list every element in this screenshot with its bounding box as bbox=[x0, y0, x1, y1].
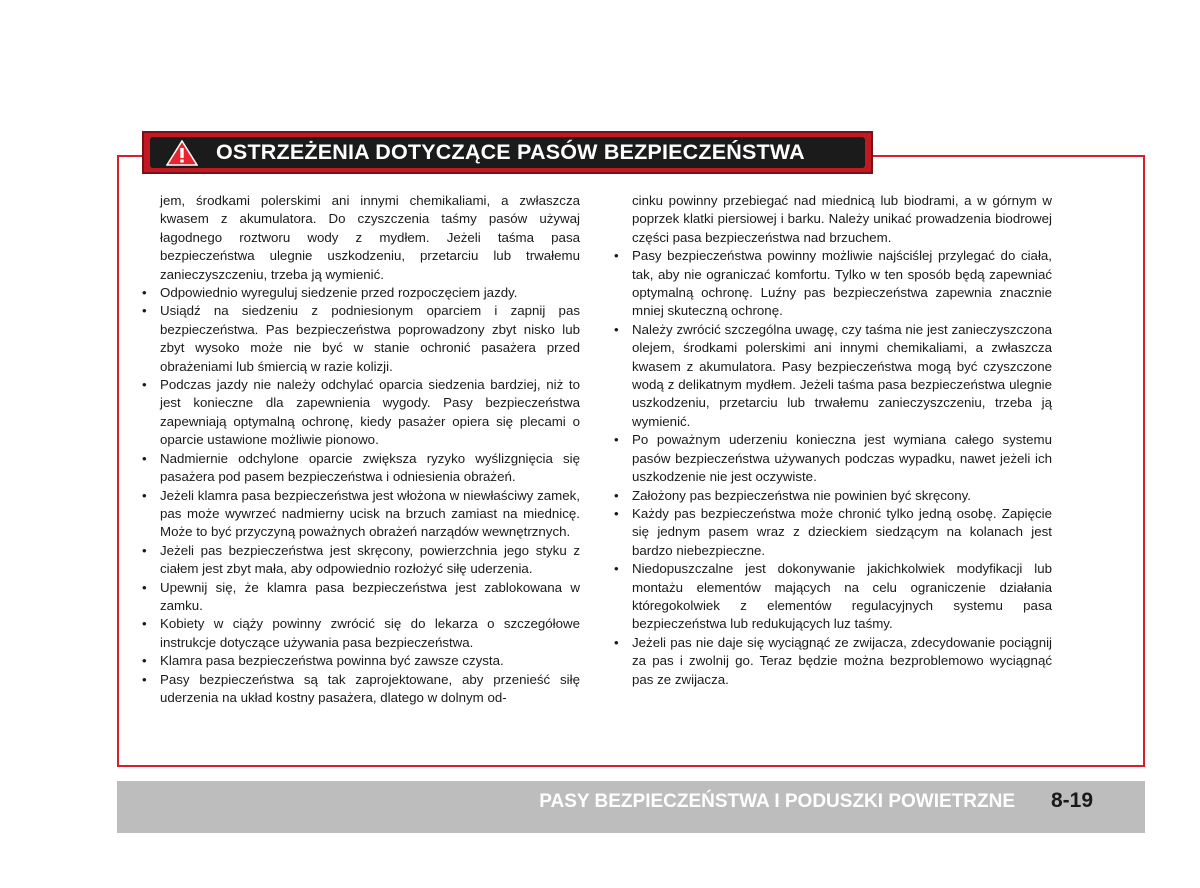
warning-title: OSTRZEŻENIA DOTYCZĄCE PASÓW BEZPIECZEŃSTWA bbox=[216, 140, 805, 164]
list-item: • Każdy pas bezpieczeństwa może chronić tylko jedną osobę. Zapięcie się jednym pasem wraz z dzieckiem siedzącym na kolanach jest bardzo niebezpieczne. bbox=[632, 505, 1052, 560]
list-item: • Założony pas bezpieczeństwa nie powinien być skręcony. bbox=[632, 487, 1052, 505]
page-number: 8-19 bbox=[1050, 789, 1093, 812]
right-bullet-list bbox=[632, 247, 1052, 689]
list-item: • Po poważnym uderzeniu konieczna jest wymiana całego systemu pasów bezpieczeństwa używanych podczas wypadku, nawet jeżeli ich uszkodzenie nie jest oczywiste. bbox=[632, 431, 1052, 486]
warning-triangle-icon bbox=[166, 140, 198, 166]
list-item: • Podczas jazdy nie należy odchylać oparcia siedzenia bardziej, niż to jest konieczne dla zapewnienia wygody. Pasy bezpieczeństwa zapewniają optymalną ochronę, kiedy pasażer opiera się plecami o oparcie ustawione możliwie pionowo. bbox=[160, 376, 580, 450]
right-column bbox=[632, 192, 1052, 689]
list-item: • Klamra pasa bezpieczeństwa powinna być zawsze czysta. bbox=[160, 652, 580, 670]
list-item: • Jeżeli klamra pasa bezpieczeństwa jest włożona w niewłaściwy zamek, pas może wywrzeć nadmierny ucisk na brzuch zamiast na miednicę. Może to być przyczyną poważnych obrażeń narządów wewnętrznych. bbox=[160, 487, 580, 542]
list-item: • Odpowiednio wyreguluj siedzenie przed rozpoczęciem jazdy. bbox=[160, 284, 580, 302]
list-item: • Jeżeli pas bezpieczeństwa jest skręcony, powierzchnia jego styku z ciałem jest zbyt mała, aby odpowiednio rozłożyć siłę uderzenia. bbox=[160, 542, 580, 579]
left-continuation-text: jem, środkami polerskimi ani innymi chemikaliami, a zwłaszcza kwasem z akumulatora. Do czyszczenia taśmy pasów używaj łagodnego roztworu wody z mydłem. Jeżeli taśma pasa bezpieczeństwa ulegnie uszkodzeniu, przetarciu lub trwałemu zanieczyszczeniu, trzeba ją wymienić. bbox=[160, 193, 580, 282]
left-bullet-list bbox=[160, 284, 580, 707]
list-item: • Upewnij się, że klamra pasa bezpieczeństwa jest zablokowana w zamku. bbox=[160, 579, 580, 616]
list-item: • Należy zwrócić szczególna uwagę, czy taśma nie jest zanieczyszczona olejem, środkami polerskimi ani innymi chemikaliami, a zwłaszcza kwasem z akumulatora. Pasy bezpieczeństwa mogą być czyszczone wodą z delikatnym mydłem. Jeżeli taśma pasa bezpieczeństwa ulegnie uszkodzeniu, przetarciu lub trwałemu zanieczyszczeniu, trzeba ją wymienić. bbox=[632, 321, 1052, 431]
footer-band bbox=[117, 781, 1145, 833]
right-continuation-text: cinku powinny przebiegać nad miednicą lub biodrami, a w górnym w poprzek klatki piersiowej i barku. Należy unikać prowadzenia biodrowej części pasa bezpieczeństwa nad brzuchem. bbox=[632, 193, 1052, 245]
list-item: • Pasy bezpieczeństwa są tak zaprojektowane, aby przenieść siłę uderzenia na układ kostny pasażera, dlatego w dolnym od- bbox=[160, 671, 580, 708]
section-title: PASY BEZPIECZEŃSTWA I PODUSZKI POWIETRZNE bbox=[539, 791, 1015, 812]
list-item: • Nadmiernie odchylone oparcie zwiększa ryzyko wyślizgnięcia się pasażera pod pasem bezpieczeństwa i odniesienia obrażeń. bbox=[160, 450, 580, 487]
left-column bbox=[160, 192, 580, 707]
list-item: • Niedopuszczalne jest dokonywanie jakichkolwiek modyfikacji lub montażu elementów mających na celu ograniczenie działania któregokolwiek z elementów regulacyjnych systemu pasa bezpieczeństwa lub redukujących luz taśmy. bbox=[632, 560, 1052, 634]
list-item: • Usiądź na siedzeniu z podniesionym oparciem i zapnij pas bezpieczeństwa. Pas bezpieczeństwa poprowadzony zbyt nisko lub zbyt wysoko może nie być w stanie ochronić pasażera przed obrażeniami lub śmiercią w razie kolizji. bbox=[160, 302, 580, 376]
list-item: • Pasy bezpieczeństwa powinny możliwie najściślej przylegać do ciała, tak, aby nie ograniczać komfortu. Tylko w ten sposób będą zapewniać optymalną ochronę. Luźny pas bezpieczeństwa zapewnia znacznie mniej skuteczną ochronę. bbox=[632, 247, 1052, 321]
warning-header bbox=[142, 131, 873, 174]
list-item: • Kobiety w ciąży powinny zwrócić się do lekarza o szczegółowe instrukcje dotyczące używania pasa bezpieczeństwa. bbox=[160, 615, 580, 652]
list-item: • Jeżeli pas nie daje się wyciągnąć ze zwijacza, zdecydowanie pociągnij za pas i zwolnij go. Teraz będzie można bezproblemowo wyciągnąć pas ze zwijacza. bbox=[632, 634, 1052, 689]
